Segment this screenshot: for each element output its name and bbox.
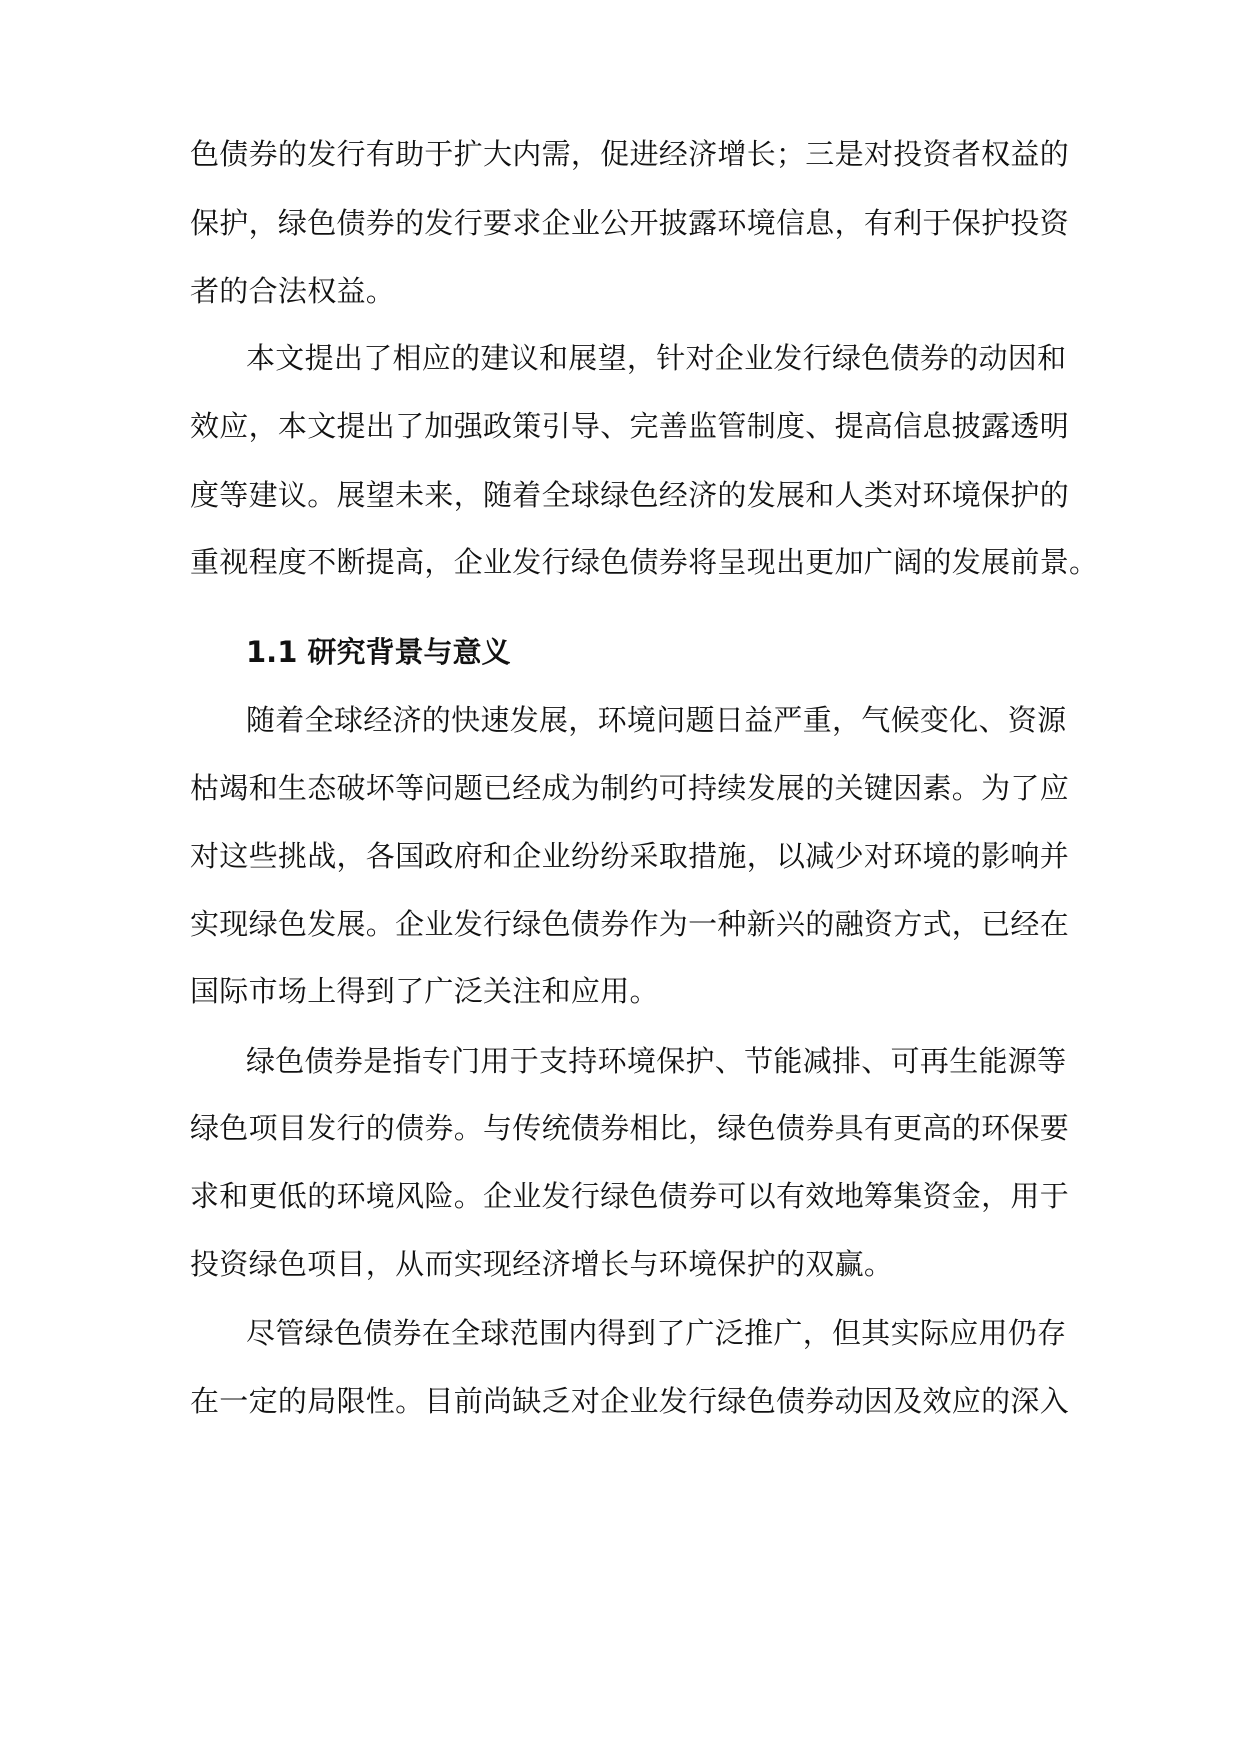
text-line: 对这些挑战，各国政府和企业纷纷采取措施，以减少对环境的影响并 <box>190 839 1070 873</box>
text-line: 随着全球经济的快速发展，环境问题日益严重，气候变化、资源 <box>246 703 1067 737</box>
text-line: 尽管绿色债券在全球范围内得到了广泛推广，但其实际应用仍存 <box>246 1316 1067 1350</box>
text-line: 效应，本文提出了加强政策引导、完善监管制度、提高信息披露透明 <box>190 409 1070 443</box>
text-line: 重视程度不断提高，企业发行绿色债券将呈现出更加广阔的发展前景。 <box>190 545 1099 579</box>
text-line: 实现绿色发展。企业发行绿色债券作为一种新兴的融资方式，已经在 <box>190 907 1070 941</box>
section-heading: 1.1 研究背景与意义 <box>246 635 511 669</box>
text-line: 保护，绿色债券的发行要求企业公开披露环境信息，有利于保护投资 <box>190 206 1070 240</box>
text-line: 绿色项目发行的债券。与传统债券相比，绿色债券具有更高的环保要 <box>190 1111 1070 1145</box>
text-line: 在一定的局限性。目前尚缺乏对企业发行绿色债券动因及效应的深入 <box>190 1384 1070 1418</box>
text-line: 色债券的发行有助于扩大内需，促进经济增长；三是对投资者权益的 <box>190 137 1070 171</box>
text-line: 投资绿色项目，从而实现经济增长与环境保护的双赢。 <box>190 1247 894 1281</box>
text-line: 绿色债券是指专门用于支持环境保护、节能减排、可再生能源等 <box>246 1044 1067 1078</box>
text-line: 度等建议。展望未来，随着全球绿色经济的发展和人类对环境保护的 <box>190 478 1070 512</box>
text-line: 枯竭和生态破坏等问题已经成为制约可持续发展的关键因素。为了应 <box>190 771 1070 805</box>
text-line: 国际市场上得到了广泛关注和应用。 <box>190 974 659 1008</box>
text-line: 本文提出了相应的建议和展望，针对企业发行绿色债券的动因和 <box>246 341 1067 375</box>
text-line: 者的合法权益。 <box>190 274 396 308</box>
text-line: 求和更低的环境风险。企业发行绿色债券可以有效地筹集资金，用于 <box>190 1179 1070 1213</box>
